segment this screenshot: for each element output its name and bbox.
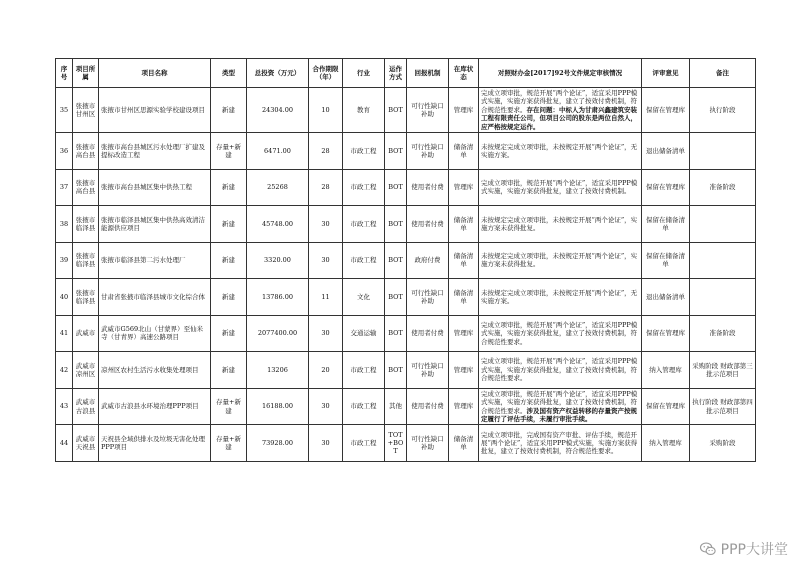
cell-operation: BOT	[385, 206, 407, 243]
col-investment: 总投资（万元）	[247, 59, 309, 88]
cell-location: 张掖市高台县	[73, 133, 99, 170]
cell-name: 武威市古浪县水环境治理PPP项目	[99, 388, 211, 425]
cell-type: 新建	[211, 242, 247, 279]
cell-industry: 市政工程	[343, 352, 385, 389]
cell-operation: BOT	[385, 279, 407, 316]
cell-type: 存量+新建	[211, 388, 247, 425]
cell-operation: BOT	[385, 242, 407, 279]
cell-seq: 40	[56, 279, 73, 316]
review-text: 完成立项审批，规范开展“两个论证”，适宜采用PPP模式实施，实施方案获得批复，建立了按效付费机制，符合规范性要求。	[481, 320, 638, 346]
cell-type: 新建	[211, 206, 247, 243]
cell-investment: 25268	[247, 169, 309, 206]
col-industry: 行业	[343, 59, 385, 88]
cell-period: 28	[309, 169, 343, 206]
cell-investment: 6471.00	[247, 133, 309, 170]
cell-operation: BOT	[385, 133, 407, 170]
cell-industry: 市政工程	[343, 425, 385, 462]
review-text: 未按规定完成立项审批，未按规定开展“两个论证”，无实施方案。	[481, 142, 638, 159]
cell-industry: 市政工程	[343, 169, 385, 206]
cell-name: 武威市G569北山（甘蒙界）至仙米寺（甘青界）高速公路项目	[99, 315, 211, 352]
cell-status: 储备清单	[449, 279, 479, 316]
table-row	[56, 425, 756, 462]
cell-review	[479, 279, 642, 316]
cell-return: 可行性缺口补助	[407, 425, 449, 462]
cell-opinion: 保留在管理库	[642, 169, 690, 206]
cell-status: 储备清单	[449, 133, 479, 170]
cell-location: 张掖市临泽县	[73, 206, 99, 243]
review-issue-text: 涉及国有资产权益转移的存量资产按规定履行了评估手续，未履行审批手续。	[481, 406, 637, 423]
col-name: 项目名称	[99, 59, 211, 88]
cell-investment: 3320.00	[247, 242, 309, 279]
cell-operation: BOT	[385, 169, 407, 206]
cell-type: 新建	[211, 88, 247, 133]
col-remarks: 备注	[690, 59, 756, 88]
cell-location: 武威市	[73, 315, 99, 352]
cell-investment: 13786.00	[247, 279, 309, 316]
cell-remarks: 准备阶段	[690, 315, 756, 352]
review-text: 完成立项审批，规范开展“两个论证”，适宜采用PPP模式实施，实施方案获得批复，建立了按效付费机制。	[481, 179, 638, 196]
cell-period: 10	[309, 88, 343, 133]
table-row	[56, 315, 756, 352]
wechat-icon	[699, 540, 717, 558]
cell-status: 储备清单	[449, 425, 479, 462]
cell-remarks: 采购阶段 财政部第三批示范项目	[690, 352, 756, 389]
cell-period: 30	[309, 242, 343, 279]
cell-review	[479, 206, 642, 243]
cell-seq: 44	[56, 425, 73, 462]
cell-return: 政府付费	[407, 242, 449, 279]
cell-opinion: 退出储备清单	[642, 133, 690, 170]
table-row	[56, 88, 756, 133]
cell-investment: 16188.00	[247, 388, 309, 425]
cell-remarks: 采购阶段	[690, 425, 756, 462]
cell-return: 可行性缺口补助	[407, 279, 449, 316]
cell-return: 使用者付费	[407, 315, 449, 352]
cell-remarks	[690, 279, 756, 316]
col-operation: 运作方式	[385, 59, 407, 88]
cell-name: 天祝县全域供排水及垃圾无害化处理PPP项目	[99, 425, 211, 462]
review-text: 未按规定完成立项审批，未按规定开展“两个论证”，无实施方案。	[481, 288, 638, 305]
cell-status: 管理库	[449, 315, 479, 352]
cell-period: 30	[309, 206, 343, 243]
cell-remarks: 准备阶段	[690, 169, 756, 206]
col-location: 项目所属	[73, 59, 99, 88]
cell-type: 存量+新建	[211, 425, 247, 462]
cell-status: 管理库	[449, 352, 479, 389]
cell-location: 武威市天祝县	[73, 425, 99, 462]
cell-review	[479, 425, 642, 462]
cell-name: 张掖市高台县城区污水处理厂扩建及提标改造工程	[99, 133, 211, 170]
cell-opinion: 保留在管理库	[642, 388, 690, 425]
cell-status: 储备清单	[449, 206, 479, 243]
cell-location: 张掖市高台县	[73, 169, 99, 206]
table-row	[56, 279, 756, 316]
cell-name: 凉州区农村生活污水收集处理项目	[99, 352, 211, 389]
cell-industry: 市政工程	[343, 242, 385, 279]
cell-operation: BOT	[385, 88, 407, 133]
cell-opinion: 纳入管理库	[642, 352, 690, 389]
review-text: 未按规定完成立项审批，未按规定开展“两个论证”，实施方案未获得批复。	[481, 215, 638, 232]
cell-location: 张掖市临泽县	[73, 242, 99, 279]
cell-review	[479, 169, 642, 206]
cell-industry: 交通运输	[343, 315, 385, 352]
cell-review	[479, 315, 642, 352]
col-return: 回报机制	[407, 59, 449, 88]
cell-period: 30	[309, 388, 343, 425]
col-review: 对照财办金[2017]92号文件规定审核情况	[479, 59, 642, 88]
cell-review	[479, 88, 642, 133]
cell-remarks	[690, 242, 756, 279]
cell-review	[479, 242, 642, 279]
col-period: 合作期限（年）	[309, 59, 343, 88]
cell-type: 存量+新建	[211, 133, 247, 170]
cell-period: 30	[309, 425, 343, 462]
review-text: 完成立项审批，规范开展“两个论证”，适宜采用PPP模式实施，实施方案获得批复，建立了按效付费机制，符合规范性要求。	[481, 89, 638, 114]
cell-location: 张掖市临泽县	[73, 279, 99, 316]
header-row	[56, 59, 756, 88]
cell-investment: 24304.00	[247, 88, 309, 133]
cell-period: 20	[309, 352, 343, 389]
cell-industry: 市政工程	[343, 388, 385, 425]
cell-period: 30	[309, 315, 343, 352]
cell-type: 新建	[211, 352, 247, 389]
table-body	[56, 88, 756, 462]
document-sheet	[55, 58, 755, 462]
cell-review	[479, 133, 642, 170]
cell-seq: 36	[56, 133, 73, 170]
cell-seq: 39	[56, 242, 73, 279]
cell-review	[479, 352, 642, 389]
watermark-text: PPP大讲堂	[720, 542, 788, 558]
cell-location: 武威市凉州区	[73, 352, 99, 389]
cell-remarks: 执行阶段	[690, 88, 756, 133]
cell-return: 可行性缺口补助	[407, 88, 449, 133]
cell-opinion: 保留在管理库	[642, 88, 690, 133]
cell-name: 甘肃省张掖市临泽县城市文化综合体	[99, 279, 211, 316]
table-row	[56, 169, 756, 206]
col-opinion: 评审意见	[642, 59, 690, 88]
cell-return: 可行性缺口补助	[407, 133, 449, 170]
watermark	[699, 539, 788, 559]
review-issue-text: 存在问题：中标人为甘肃兴鑫建筑安装工程有限责任公司，但项目公司的股东是两位自然人，应严格按规定运作。	[481, 105, 637, 131]
cell-seq: 43	[56, 388, 73, 425]
cell-review	[479, 388, 642, 425]
cell-industry: 市政工程	[343, 133, 385, 170]
cell-seq: 38	[56, 206, 73, 243]
col-type: 类型	[211, 59, 247, 88]
cell-opinion: 保留在管理库	[642, 315, 690, 352]
cell-return: 可行性缺口补助	[407, 352, 449, 389]
ppp-review-table	[55, 58, 756, 462]
cell-status: 储备清单	[449, 242, 479, 279]
cell-operation: 其他	[385, 388, 407, 425]
cell-location: 武威市古浪县	[73, 388, 99, 425]
cell-operation: TOT+BOT	[385, 425, 407, 462]
cell-name: 张掖市高台县城区集中供热工程	[99, 169, 211, 206]
review-text: 未按规定完成立项审批，未按规定开展“两个论证”，实施方案未获得批复。	[481, 252, 638, 269]
cell-return: 使用者付费	[407, 388, 449, 425]
review-text: 完成立项审批，规范开展“两个论证”，适宜采用PPP模式实施，实施方案获得批复，建立了按效付费机制，符合规范性要求。	[481, 389, 638, 415]
cell-seq: 42	[56, 352, 73, 389]
cell-remarks	[690, 133, 756, 170]
cell-operation: BOT	[385, 352, 407, 389]
cell-opinion: 保留在储备清单	[642, 206, 690, 243]
cell-period: 28	[309, 133, 343, 170]
cell-operation: BOT	[385, 315, 407, 352]
cell-opinion: 退出储备清单	[642, 279, 690, 316]
cell-seq: 35	[56, 88, 73, 133]
cell-investment: 45748.00	[247, 206, 309, 243]
cell-opinion: 纳入管理库	[642, 425, 690, 462]
cell-seq: 37	[56, 169, 73, 206]
table-row	[56, 242, 756, 279]
table-row	[56, 388, 756, 425]
cell-name: 张掖市临泽县城区集中供热高效清洁能源供应项目	[99, 206, 211, 243]
table-row	[56, 133, 756, 170]
cell-remarks: 执行阶段 财政部第四批示范项目	[690, 388, 756, 425]
cell-status: 管理库	[449, 388, 479, 425]
cell-industry: 教育	[343, 88, 385, 133]
cell-name: 张掖市甘州区思源实验学校建设项目	[99, 88, 211, 133]
cell-opinion: 保留在储备清单	[642, 242, 690, 279]
cell-return: 使用者付费	[407, 169, 449, 206]
cell-investment: 13206	[247, 352, 309, 389]
cell-return: 使用者付费	[407, 206, 449, 243]
cell-seq: 41	[56, 315, 73, 352]
table-row	[56, 206, 756, 243]
cell-remarks	[690, 206, 756, 243]
review-text: 完成立项审批，完成国有资产审批、评估手续，规范开展“两个论证”，适宜采用PPP模式实施，实施方案获得批复，建立了按效付费机制，符合规范性要求。	[481, 430, 638, 456]
cell-type: 新建	[211, 169, 247, 206]
cell-investment: 2077400.00	[247, 315, 309, 352]
cell-investment: 73928.00	[247, 425, 309, 462]
cell-industry: 市政工程	[343, 206, 385, 243]
cell-type: 新建	[211, 315, 247, 352]
cell-status: 管理库	[449, 169, 479, 206]
cell-name: 张掖市临泽县第二污水处理厂	[99, 242, 211, 279]
col-seq: 序号	[56, 59, 73, 88]
cell-industry: 文化	[343, 279, 385, 316]
col-status: 在库状态	[449, 59, 479, 88]
table-row	[56, 352, 756, 389]
review-text: 完成立项审批，规范开展“两个论证”，适宜采用PPP模式实施，实施方案获得批复，建立了按效付费机制，符合规范性要求。	[481, 357, 638, 383]
cell-period: 11	[309, 279, 343, 316]
cell-status: 管理库	[449, 88, 479, 133]
cell-type: 新建	[211, 279, 247, 316]
cell-location: 张掖市甘州区	[73, 88, 99, 133]
